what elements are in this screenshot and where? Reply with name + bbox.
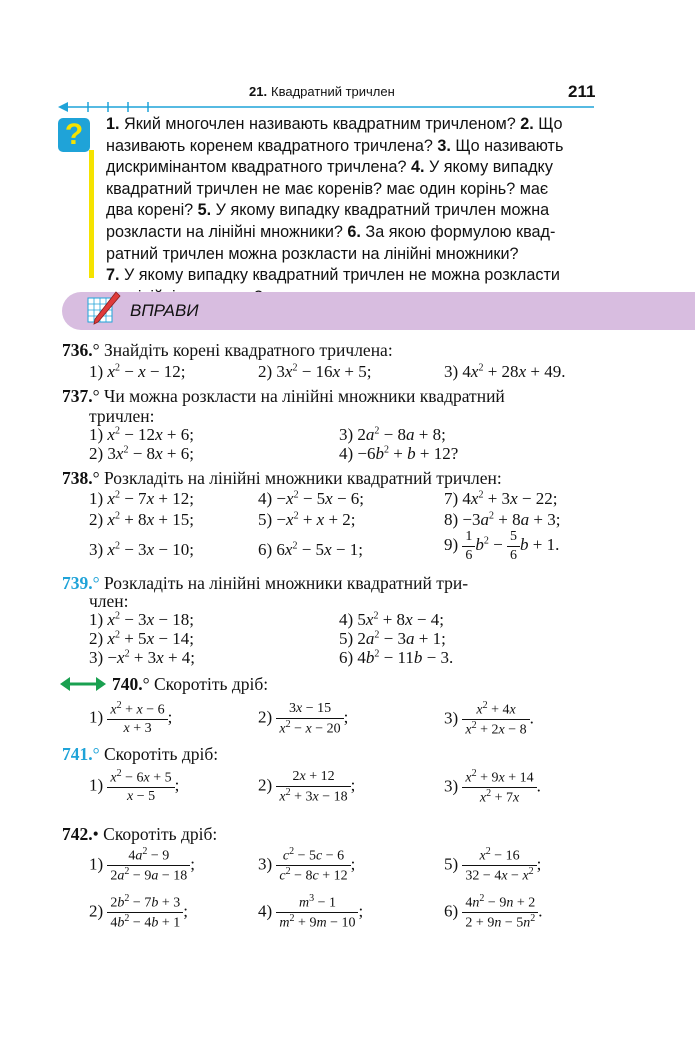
q-line-3: дискримінантом квадратного тричлена? 4. У якому випадку [106,158,553,177]
exercise-741-item-3: 3) $\frac{x^2 + 9x + 14}{x^2 + 7x}$ . [444,768,541,806]
exercise-738-item-1: 1) $x^2 - 7x + 12$; [89,489,194,508]
exercise-736-item-2: 2) $3x^2 - 16x + 5$; [258,362,372,381]
exercise-736-item-1: 1) $x^2 - x - 12$; [89,362,186,381]
exercise-741-heading: 741.° Скоротіть дріб: [62,744,219,764]
q-line-6: розкласти на лінійні множники? 6. За якою формулою квад- [106,222,556,241]
exercise-740-heading: 740.° Скоротіть дріб: [112,674,269,694]
exercise-738-item-8: $8) -3a^2 + 8a + 3$; [444,510,561,529]
exercise-737-heading-cont: тричлен: [89,406,155,426]
exercise-737-heading: 737.° Чи можна розкласти на лінійні множники квадратний [62,386,505,406]
page-number: 211 [568,82,596,101]
q-line-7: ратний тричлен можна розкласти на лінійні множники? [106,244,519,263]
exercise-736-item-3: 3) $4x^2 + 28x + 49$. [444,362,566,381]
exercise-739-item-2: 2) $x^2 + 5x - 14$; [89,629,194,648]
double-arrow-icon [60,676,106,692]
exercises-title: ВПРАВИ [130,301,199,320]
section-title: Квадратний тричлен [271,84,395,99]
exercise-742-item-2: 2) $\frac{2b^2 - 7b + 3}{4b^2 - 4b + 1}$ ; [89,893,188,931]
exercise-738-item-5: $5) -x^2 + x + 2$; [258,510,356,529]
exercise-739-item-4: 4) $5x^2 + 8x - 4$; [339,610,444,629]
exercise-738-heading: 738.° Розкладіть на лінійні множники квадратний тричлен: [62,468,502,488]
exercise-740-item-3: 3) $\frac{x^2 + 4x}{x^2 + 2x - 8}$ . [444,700,534,738]
exercise-739-item-1: 1) $x^2 - 3x - 18$; [89,610,194,629]
exercise-739-item-5: 5) $2a^2 - 3a + 1$; [339,629,446,648]
exercise-739-item-3: $3) -x^2 + 3x + 4$; [89,648,196,667]
exercise-737-item-4: $4) -6b^2 + b + 12$? [339,444,459,463]
exercise-738-item-7: 7) $4x^2 + 3x - 22$; [444,489,558,508]
exercise-739-heading-cont: член: [89,591,129,611]
grid-pencil-icon [86,290,122,328]
exercise-738-item-4: $4) -x^2 - 5x - 6$; [258,489,365,508]
exercise-736-heading: 736.° Знайдіть корені квадратного тричлена: [62,340,393,360]
header-rule-arrow [58,100,598,114]
question-mark-icon: ? [64,118,84,151]
question-sidebar-bar [89,150,94,278]
exercise-738-item-9: 9) $\frac{1}{6}$ $b^2$ − $\frac{5}{6}$ b + 1. [444,529,560,563]
exercise-737-item-3: 3) $2a^2 - 8a + 8$; [339,425,446,444]
q-line-8: 7. У якому випадку квадратний тричлен не можна розкласти [106,266,560,285]
exercise-742-heading: 742.• Скоротіть дріб: [62,824,218,844]
exercise-740-item-2: 2) $\frac{3x - 15}{x^2 - x - 20}$ ; [258,701,349,737]
exercise-738-item-6: 6) $6x^2 - 5x - 1$; [258,540,363,559]
exercise-738-item-2: 2) $x^2 + 8x + 15$; [89,510,194,529]
exercise-740-item-1: 1) $\frac{x^2 + x - 6}{x + 3}$ ; [89,700,173,737]
q-line-1: 1. Який многочлен називають квадратним тричленом? 2. Що [106,115,563,133]
exercise-742-item-6: 6) $\frac{4n^2 - 9n + 2}{2 + 9n - 5n^2}$ . [444,893,543,931]
exercise-742-item-1: 1) $\frac{4a^2 - 9}{2a^2 - 9a - 18}$ ; [89,846,195,884]
exercise-739-heading: 739.° Розкладіть на лінійні множники квадратний три- [62,573,469,593]
exercise-742-item-4: 4) $\frac{m^3 - 1}{m^2 + 9m - 10}$ ; [258,893,364,931]
exercise-737-item-2: 2) $3x^2 - 8x + 6$; [89,444,194,463]
control-questions [106,114,596,308]
question-icon [58,118,90,152]
exercise-742-item-5: 5) $\frac{x^2 - 16}{32 - 4x - x^2}$ ; [444,846,542,884]
exercise-742-item-3: 3) $\frac{c^2 - 5c - 6}{c^2 - 8c + 12}$ ; [258,846,356,884]
exercise-741-item-2: 2) $\frac{2x + 12}{x^2 + 3x - 18}$ ; [258,769,356,805]
q-line-2: називають коренем квадратного тричлена? 3. Що називають [106,136,564,155]
exercise-737-item-1: 1) $x^2 - 12x + 6$; [89,425,194,444]
q-line-4: квадратний тричлен не має коренів? має один корінь? має [106,179,549,198]
exercise-741-item-1: 1) $\frac{x^2 - 6x + 5}{x - 5}$ ; [89,768,180,805]
q-line-5: два корені? 5. У якому випадку квадратний тричлен можна [106,201,550,220]
exercise-739-item-6: 6) $4b^2 - 11b - 3$. [339,648,454,667]
exercise-738-item-3: 3) $x^2 - 3x - 10$; [89,540,194,559]
section-number: 21. [249,84,268,99]
